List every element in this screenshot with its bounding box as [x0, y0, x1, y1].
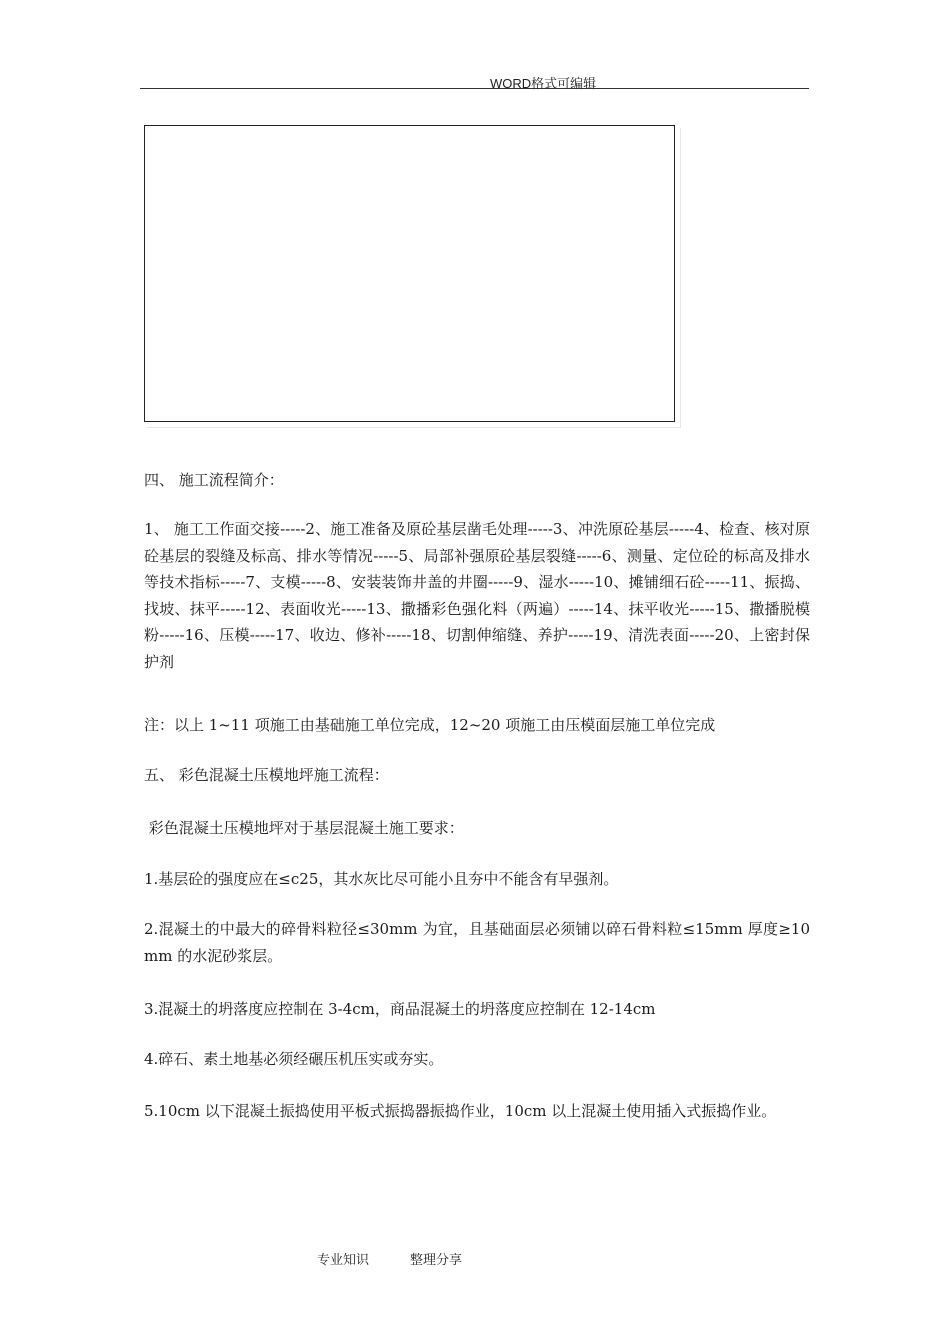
section-4-heading: 四、 施工流程简介： — [144, 471, 284, 489]
requirement-item-3: 3.混凝土的坍落度应控制在 3-4cm，商品混凝土的坍落度应控制在 12-14cm — [144, 1000, 656, 1018]
page-header-title: WORD格式可编辑 — [490, 76, 597, 91]
section-4-note: 注：以上 1~11 项施工由基础施工单位完成，12~20 项施工由压模面层施工单位完成 — [144, 716, 716, 734]
section-5-heading: 五、 彩色混凝土压模地坪施工流程： — [144, 766, 389, 784]
construction-flow-paragraph: 1、 施工工作面交接-----2、施工准备及原砼基层凿毛处理-----3、冲洗原砼基层-----4、检查、核对原砼基层的裂缝及标高、排水等情况-----5、局部补强原砼基层裂缝-----6、测量、定位砼的标高及排水等技术指标-----7、支模-----8、安装装饰井盖的井圈-----9、湿水-----10、摊铺细石砼-----11、振捣、找坡、抹平-----12、表面收光-----13、撒播彩色强化料（两遍）-----14、抹平收光-----15、撒播脱模粉-----16、压模-----17、收边、修补-----18、切割伸缩缝、养护-----19、清洗表面-----20、上密封保护剂 — [144, 520, 810, 671]
footer-right-text: 整理分享 — [410, 1253, 463, 1268]
header-divider — [140, 88, 809, 89]
requirement-item-2: 2.混凝土的中最大的碎骨料粒径≤30mm 为宜，且基础面层必须铺以碎石骨料粒≤15mm 厚度≥10mm 的水泥砂浆层。 — [144, 920, 810, 965]
figure-placeholder — [144, 125, 675, 422]
footer-left-text: 专业知识 — [317, 1253, 370, 1268]
section-5-intro: 彩色混凝土压模地坪对于基层混凝土施工要求： — [144, 819, 464, 837]
requirement-item-5: 5.10cm 以下混凝土振捣使用平板式振捣器振捣作业，10cm 以上混凝土使用插入式振捣作业。 — [144, 1102, 777, 1120]
requirement-item-4: 4.碎石、素土地基必须经碾压机压实或夯实。 — [144, 1050, 444, 1068]
requirement-item-1: 1.基层砼的强度应在≤c25，其水灰比尽可能小且夯中不能含有早强剂。 — [144, 870, 619, 888]
